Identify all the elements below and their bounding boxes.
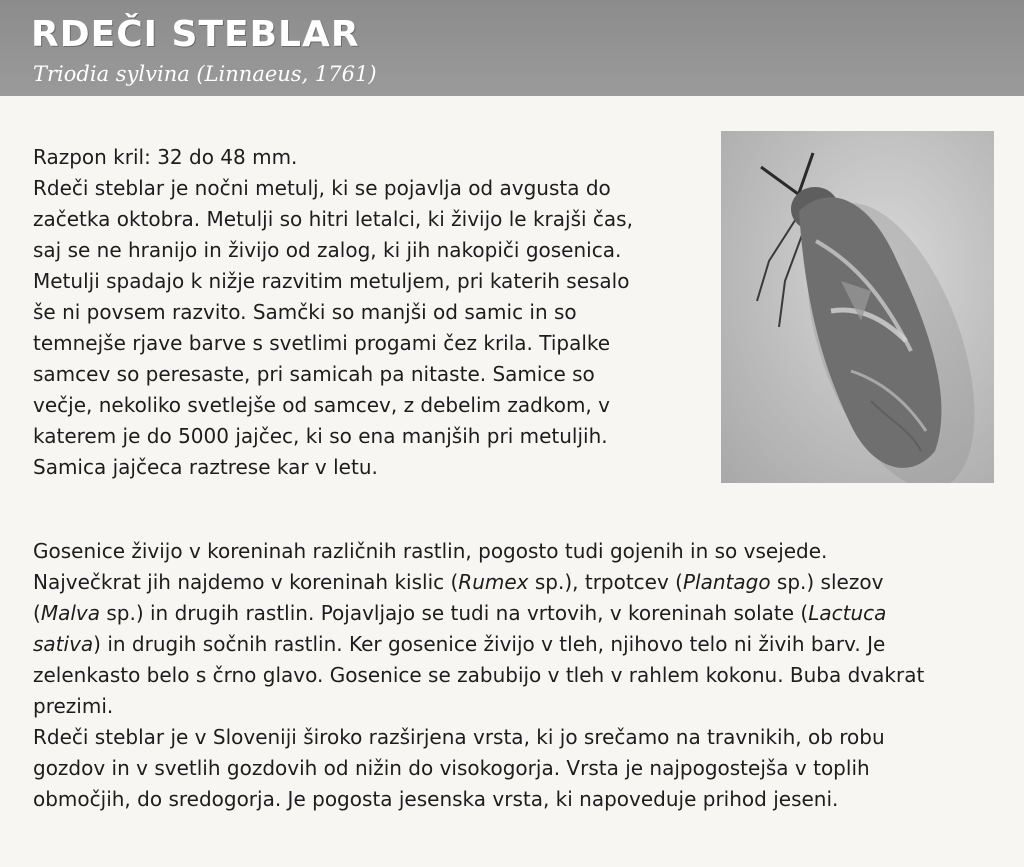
larva-paragraph (33, 536, 1008, 722)
page-title: RDEČI STEBLAR (31, 14, 360, 55)
text-line: Rdeči steblar je v Sloveniji široko razširjena vrsta, ki jo srečamo na travnikih, ob robu (33, 725, 885, 749)
moth-photo (721, 131, 994, 483)
text-line: katerem je do 5000 jajčec, ki so ena manjših pri metuljih. (33, 424, 608, 448)
moth-illustration (721, 131, 994, 483)
text-line: Metulji spadajo k nižje razvitim metuljem, pri katerih sesalo (33, 269, 630, 293)
latin-species: sativa (33, 632, 94, 656)
latin-genus: Rumex (458, 570, 529, 594)
text-line: Gosenice živijo v koreninah različnih rastlin, pogosto tudi gojenih in so vsejede. (33, 539, 828, 563)
text-line: območjih, do sredogorja. Je pogosta jesenska vrsta, ki napoveduje prihod jeseni. (33, 787, 839, 811)
text-line: zelenkasto belo s črno glavo. Gosenice se zabubijo v tleh v rahlem kokonu. Buba dvakrat (33, 663, 925, 687)
text-line: Razpon kril: 32 do 48 mm. (33, 145, 298, 169)
text-line: začetka oktobra. Metulji so hitri letalci, ki živijo le krajši čas, (33, 207, 633, 231)
text-line: samcev so peresaste, pri samicah pa nitaste. Samice so (33, 362, 595, 386)
text-line: Največkrat jih najdemo v koreninah kislic (Rumex sp.), trpotcev (Plantago sp.) slezov (33, 570, 884, 594)
text-line: večje, nekoliko svetlejše od samcev, z debelim zadkom, v (33, 393, 610, 417)
text-line: še ni povsem razvito. Samčki so manjši od samic in so (33, 300, 577, 324)
text-line: Samica jajčeca raztrese kar v letu. (33, 455, 378, 479)
latin-genus: Malva (40, 601, 100, 625)
text-line: saj se ne hranijo in živijo od zalog, ki jih nakopiči gosenica. (33, 238, 622, 262)
text-line: gozdov in v svetlih gozdovih od nižin do visokogorja. Vrsta je najpogostejša v toplih (33, 756, 870, 780)
text-line: Rdeči steblar je nočni metulj, ki se pojavlja od avgusta do (33, 176, 611, 200)
header-bar (0, 0, 1024, 96)
distribution-paragraph (33, 722, 1008, 815)
text-line: sativa) in drugih sočnih rastlin. Ker gosenice živijo v tleh, njihovo telo ni živih barv. Je (33, 632, 886, 656)
latin-genus: Plantago (682, 570, 771, 594)
description-paragraph (33, 142, 713, 483)
text-line: prezimi. (33, 694, 114, 718)
latin-genus: Lactuca (808, 601, 887, 625)
text-line: (Malva sp.) in drugih rastlin. Pojavljajo se tudi na vrtovih, v koreninah solate (Lactuca (33, 601, 887, 625)
text-line: temnejše rjave barve s svetlimi progami čez krila. Tipalke (33, 331, 611, 355)
scientific-name: Triodia sylvina (Linnaeus, 1761) (33, 62, 377, 86)
